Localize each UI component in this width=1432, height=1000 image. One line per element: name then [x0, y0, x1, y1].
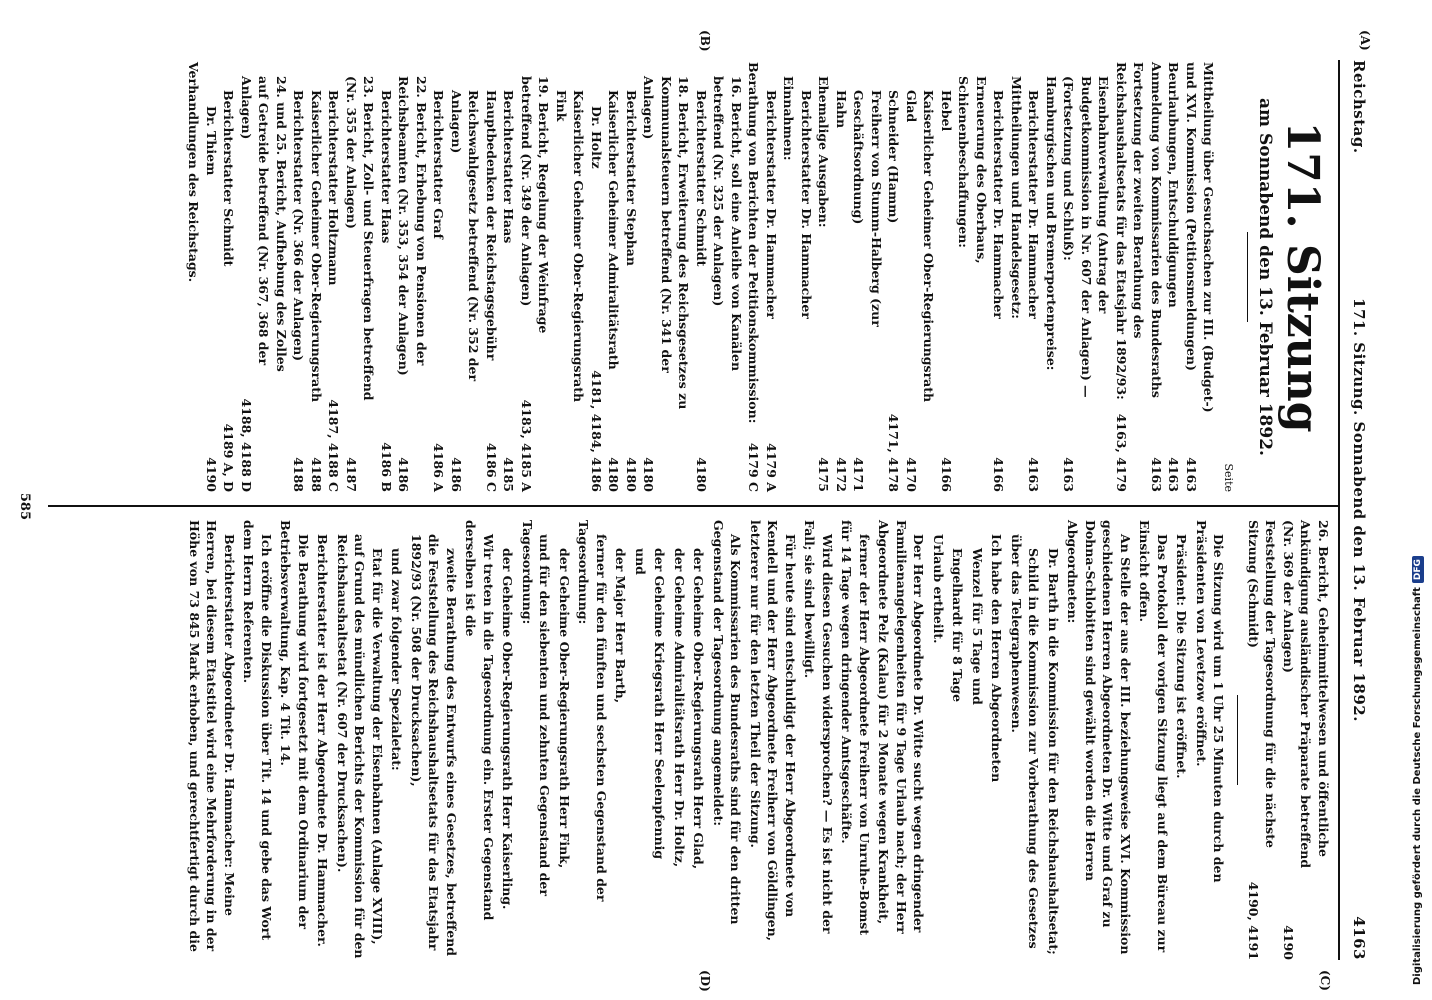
proceedings-paragraph: Präsident: Die Sitzung ist eröffnet. [1174, 534, 1190, 779]
toc-entry-text: Berichterstatter Graf [431, 90, 447, 239]
toc-entry-text: 26. Bericht, Geheimmittelwesen und öffentliche Ankündigung ausländischer Präparate betreffend (Nr. 369 der Anlagen) [1281, 520, 1331, 869]
toc-entry-page: 4180 [624, 457, 639, 492]
toc-entry-text: Berichterstatter Stephan [624, 90, 639, 266]
right-column [184, 520, 1333, 960]
toc-entry-text: Mittheilung über Gesuchsachen zur III. (Budget-) und XVI. Kommission (Petitionsmeldungen) [1184, 62, 1217, 413]
toc-entry [903, 62, 938, 492]
toc-entry [518, 62, 553, 492]
toc-entry-page: 4186 [396, 457, 412, 492]
toc-entry-page: 4172 [834, 457, 849, 492]
toc-continuation [1245, 520, 1333, 960]
header-page-number: 4163 [1350, 916, 1368, 960]
toc-entry [623, 62, 641, 492]
proceedings-paragraph: Urlaub ertheilt. [931, 534, 946, 644]
toc-entry [220, 62, 238, 492]
toc-entry-text: Hauptbedenken der Reichstagsgebühr [484, 90, 499, 361]
proceedings-paragraph: und zwar folgender Spezialetat: [389, 548, 405, 771]
toc-entry [885, 62, 903, 492]
toc-entry-page: 4166 [991, 457, 1007, 492]
toc-entry-text: Kaiserlicher Geheimer Admiralitätsrath [606, 90, 622, 370]
toc-entry [185, 62, 203, 492]
toc-entry [308, 62, 326, 492]
toc-entry-text: 16. Bericht, soll eine Anleihe von Kanälen betreffend (Nr. 325 der Anlagen) [711, 76, 744, 372]
header-left: Reichstag. [1350, 60, 1368, 154]
proceedings-paragraph: der Major Herr Barth, [613, 548, 629, 704]
toc-entry [745, 62, 763, 492]
proceedings-paragraph: und [633, 548, 648, 575]
digitization-note [1412, 556, 1424, 985]
toc-entry [833, 62, 851, 492]
toc-entry-page: 4180 [606, 457, 622, 492]
digitization-text: Digitalisierung gefördert durch die Deutsche Forschungsgemeinschaft [1412, 587, 1423, 985]
proceedings-paragraph: ferner für den fünften und sechsten Gegenstand der Tagesordnung: [576, 520, 609, 902]
toc-entry-page: 4166 [939, 457, 954, 492]
toc-entry-page: 4170 [904, 457, 919, 492]
toc-entry-page: 4163 [1149, 457, 1164, 492]
toc-entry [640, 62, 693, 492]
proceedings-paragraph: der Geheime Ober-Regierungsrath Herr Fink, [557, 548, 572, 869]
toc-entry-page: 4190 [1281, 925, 1296, 960]
toc-entry-text: Schneider (Hamm) [886, 90, 902, 224]
toc-entry-text: Berichterstatter Dr. Hammacher [1026, 90, 1042, 319]
toc-entry [1165, 62, 1183, 492]
proceedings-paragraph: der Geheime Kriegsrath Herr Seelenpfennig [652, 548, 668, 860]
proceedings-paragraph: zweite Berathung des Entwurfs eines Gesetzes, betreffend die Feststellung des Reichshaushaltsetats für das Etatsjahr 1892/93 (Nr. 508 der Drucksachen), [409, 534, 459, 957]
toc-entry [325, 62, 343, 492]
toc-entry [1183, 62, 1218, 492]
toc-entry [710, 62, 745, 492]
toc-entry [483, 62, 501, 492]
proceedings-paragraph: Wir treten in die Tagesordnung ein. Erster Gegenstand derselben ist die [463, 520, 496, 921]
toc-entry [990, 62, 1008, 492]
toc-entry-text: Berichterstatter Haas [379, 90, 394, 244]
toc-entry [588, 62, 606, 492]
running-header [1342, 60, 1368, 960]
toc-entry-text: Erneuerung des Oberbaus, Schienenbeschaffungen: [956, 76, 989, 264]
toc-entry [395, 62, 430, 492]
margin-letter-b: (B) [698, 30, 712, 52]
toc-entry [763, 62, 781, 492]
toc-entry [1043, 62, 1061, 492]
toc-entry-page: 4175 [816, 457, 832, 492]
toc-entry-page: 4180 [694, 457, 709, 492]
toc-entry [1280, 520, 1333, 960]
toc-entry [500, 62, 518, 492]
toc-entry-page: 4180 [641, 457, 657, 492]
toc-entry-text: Berichterstatter Haas [501, 90, 517, 244]
proceedings-paragraph: Berichterstatter Abgeordneter Dr. Hammacher: Meine Herren, bei diesem Etatstitel wird eine Mehrforderung in der Höhe von 73 845 Mark erhoben, und gerechtfertigt durch die [187, 520, 237, 952]
toc-entry-page: 4179 C [746, 442, 762, 492]
margin-letter-d: (D) [698, 970, 712, 992]
toc-entry-page: 4171, 4178 [886, 413, 902, 492]
toc-entry-page: 4190 [204, 457, 219, 492]
toc-entry-text: 22. Bericht, Erhebung von Pensionen der Reichsbeamten (Nr. 353, 354 der Anlagen) [396, 76, 429, 376]
toc-entry-text: Feststellung der Tagesordnung für die nächste Sitzung (Schmidt) [1246, 520, 1279, 848]
toc-entry-page: 4185 [501, 457, 517, 492]
header-center: 171. Sitzung. Sonnabend den 13. Februar 1892. [1350, 298, 1368, 722]
proceedings-paragraph: Wenzel für 5 Tage und [970, 548, 985, 705]
toc-entry [290, 62, 308, 492]
toc-entry-page: 4171 [851, 457, 867, 492]
session-title: 171. Sitzung [1277, 121, 1328, 433]
proceedings-paragraph: Ich habe den Herren Abgeordneten [989, 534, 1005, 783]
toc-entry-text: Eisenbahnverwaltung (Antrag der Budgetkommission in Nr. 607 der Anlagen) — (Fortsetzung und Schluß): [1061, 76, 1112, 398]
toc-entry-text: Hamburgischen und Bremerportenpreise: [1044, 76, 1059, 371]
toc-entry-page: 4188 [291, 457, 307, 492]
sheet-signature: 585 [17, 492, 32, 520]
proceedings-paragraph: Etat für die Verwaltung der Eisenbahnen (Anlage XVIII), auf Grund des mündlichen Berichts der Kommission für den Reichshaushaltsetat (Nr. 607 der Drucksachen). [335, 534, 385, 959]
toc-entry-text: 18. Bericht, Erweiterung des Reichsgesetzes zu Kommunalsteuern betreffend (Nr. 341 der Anlagen) [641, 76, 692, 410]
toc-entry-page: 4187 [344, 457, 359, 492]
toc-entry [378, 62, 396, 492]
toc-entry-text: Dr. Holtz [589, 106, 604, 169]
proceedings-paragraph: der Geheime Ober-Regierungsrath Herr Kaiserling. [500, 548, 516, 910]
proceedings-paragraph: Wird diesen Gesuchen widersprochen? — Es ist nicht der Fall; sie sind bewilligt. [802, 520, 835, 934]
toc-entry-text: Kaiserlicher Geheimer Ober-Regierungsrath Glad [904, 90, 937, 403]
toc-entry-text: Berichterstatter Dr. Hammacher [991, 90, 1007, 319]
toc-entry [238, 62, 291, 492]
toc-entry-text: 24. und 25. Bericht, Aufhebung des Zolles auf Getreide betreffend (Nr. 367, 368 der Anlagen) [239, 76, 289, 372]
proceedings-paragraph: ferner der Herr Abgeordnete Freiherr von Unruhe-Bomst für 14 Tage wegen dringender Amtsgeschäfte. [839, 520, 872, 936]
toc-entry-text: Berichterstatter Holtzmann [326, 90, 342, 286]
toc-entry-text: Freiherr von Stumm-Halberg (zur Geschäftsordnung) [851, 90, 884, 327]
toc-entry [1025, 62, 1043, 492]
toc-entry-text: Berichterstatter (Nr. 366 der Anlagen) [291, 90, 307, 362]
toc-entry [553, 62, 588, 492]
toc-entry-page: 4186 C [484, 442, 499, 492]
toc-entry-text: Verhandlungen des Reichstags. [186, 62, 202, 283]
toc-entry-text: Berichterstatter Schmidt [221, 90, 237, 267]
toc-entry-page: 4163 [1184, 457, 1199, 492]
toc-entry-text: Einnahmen: [781, 76, 797, 161]
proceedings-paragraph: der Geheime Admiralitätsrath Herr Dr. Holtz, [672, 548, 687, 868]
toc-entry [448, 62, 483, 492]
seite-label: Seite [1222, 463, 1235, 492]
proceedings-paragraph: An Stelle der aus der III. beziehungsweise XVI. Kommission geschiedenen Herren Abgeordneten Dr. Witte und Graf zu Dohna-Schlobitten sind gewählt worden die Herren Abgeordneten: [1065, 520, 1133, 955]
toc-entry-text: Hahn [834, 90, 849, 129]
proceedings-paragraph: Das Protokoll der vorigen Sitzung liegt auf dem Büreau zur Einsicht offen. [1137, 520, 1170, 953]
toc-entry-text: Kaiserlicher Geheimer Ober-Regierungsrath [309, 90, 324, 403]
toc-entry-text: Berathung von Berichten der Petitionskommission: [746, 62, 762, 424]
toc-entry-page: 4187, 4188 C [326, 399, 342, 492]
dfg-logo: DFG [1412, 556, 1424, 583]
session-date: am Sonnabend den 13. Februar 1892. [1255, 98, 1275, 456]
toc-entry-text: Dr. Thiem [204, 106, 219, 176]
toc-entry-text: 23. Bericht, Zoll- und Steuerfragen betreffend (Nr. 355 der Anlagen) [344, 76, 377, 401]
toc-entry-text: Hebel [939, 90, 954, 132]
toc-entry [430, 62, 448, 492]
toc-entry-text: Reichswahlgesetz betreffend (Nr. 352 der Anlagen) [449, 90, 482, 382]
toc-entry-page: 4163 [1166, 457, 1182, 492]
toc-entry-text: Berichterstatter Dr. Hammacher [764, 90, 779, 319]
toc-entry [1245, 520, 1280, 960]
toc-entry-text: Beurlaubungen, Entschuldigungen [1166, 62, 1182, 308]
toc-entry-text: 19. Bericht, Regelung der Weinfrage betreffend (Nr. 349 der Anlagen) [519, 76, 552, 334]
toc-entry-page: 4183, 4185 A [519, 399, 534, 492]
proceedings-paragraph: der Geheime Ober-Regierungsrath Herr Glad, [691, 548, 707, 870]
toc-entry-text: Berichterstatter Dr. Hammacher [799, 90, 814, 319]
toc-entry-page: 4189 A, D [221, 423, 237, 492]
toc-entry [815, 62, 833, 492]
toc-entry-text: Anmeldung von Kommissarien des Bundesraths [1149, 62, 1164, 398]
proceedings-paragraph: Berichterstatter ist der Herr Abgeordnete Dr. Hammacher. [315, 534, 331, 947]
session-proceedings [186, 520, 1228, 960]
proceedings-paragraph: Engelhardt für 8 Tage [950, 548, 966, 703]
proceedings-paragraph: Für heute sind entschuldigt der Herr Abgeordnete von Kendell und der Herr Abgeordnete Freiherr von Göldlingen, letzterer nur für den letzten Theil der Sitzung. [748, 520, 798, 942]
proceedings-paragraph: und für den siebenten und zehnten Gegenstand der Tagesordnung: [520, 520, 553, 896]
proceedings-paragraph: Die Berathung wird fortgesetzt mit dem Ordinarium der Betriebsverwaltung, Kap. 4 Tit. 14. [278, 520, 311, 929]
toc-entry-text: Mittheilungen und Handelsgesetz: [1009, 76, 1024, 319]
toc-entry-page: 4163 [1061, 457, 1077, 492]
toc-entry [1148, 62, 1166, 492]
proceedings-paragraph: Die Sitzung wird um 1 Uhr 25 Minuten durch den Präsidenten von Levetzow eröffnet. [1194, 520, 1227, 883]
left-column [185, 62, 1332, 492]
header-rule [1338, 60, 1340, 960]
toc-entry [343, 62, 378, 492]
toc-entry [693, 62, 711, 492]
toc-entry-page: 4190, 4191 [1246, 881, 1261, 960]
toc-entry-text: Ehemalige Ausgaben: [816, 76, 832, 228]
toc-entry-text: Kaiserlicher Geheimer Ober-Regierungsrath Fink [554, 90, 587, 403]
toc-entry-page: 4186 A [431, 443, 447, 492]
proceedings-paragraph: Schild in die Kommission zur Vorberathung des Gesetzes über das Telegraphenwesen. [1009, 534, 1042, 949]
toc-entry-page: 4186 B [379, 442, 394, 492]
toc-entry-page: 4163, 4179 [1114, 413, 1129, 492]
proceedings-paragraph: Der Herr Abgeordnete Dr. Witte sucht wegen dringender Familienangelegenheiten für 9 Tage Urlaub nach; der Herr Abgeordnete Pelz (Kalau) für 2 Monate wegen Krankheit, [876, 520, 927, 934]
table-of-contents [185, 62, 1218, 492]
toc-entry [1113, 62, 1148, 492]
proceedings-paragraph: Ich eröffne die Diskussion über Tit. 14 und gebe das Wort dem Herrn Referenten. [241, 520, 274, 941]
toc-entry-page: 4181, 4184, 4186 [589, 370, 604, 492]
toc-entry [798, 62, 816, 492]
toc-entry-page: 4186 [449, 457, 464, 492]
toc-entry-page: 4179 A [764, 443, 779, 492]
toc-entry [955, 62, 990, 492]
toc-entry [203, 62, 221, 492]
toc-entry-text: Fortsetzung der zweiten Berathung des Reichshaushaltsetats für das Etatsjahr 1892/93: [1114, 62, 1147, 400]
column-separator [48, 505, 1338, 507]
toc-entry [1060, 62, 1113, 492]
toc-entry-page: 4163 [1026, 457, 1042, 492]
toc-entry-page: 4188, 4188 D [239, 398, 254, 492]
margin-letter-a: (A) [1358, 30, 1372, 51]
proceedings-paragraph: Dr. Barth in die Kommission für den Reichshaushaltsetat; [1046, 548, 1061, 955]
toc-entry-text: Berichterstatter Schmidt [694, 90, 709, 267]
title-rule [1247, 232, 1248, 322]
toc-entry [1008, 62, 1026, 492]
toc-end-rule [1238, 695, 1239, 785]
toc-entry-page: 4188 [309, 457, 324, 492]
margin-letter-c: (C) [1318, 970, 1332, 991]
toc-entry [605, 62, 623, 492]
toc-entry [938, 62, 956, 492]
toc-entry [780, 62, 798, 492]
toc-entry [850, 62, 885, 492]
proceedings-paragraph: Als Kommissarien des Bundesraths sind für den dritten Gegenstand der Tagesordnung angemeldet: [711, 520, 744, 925]
